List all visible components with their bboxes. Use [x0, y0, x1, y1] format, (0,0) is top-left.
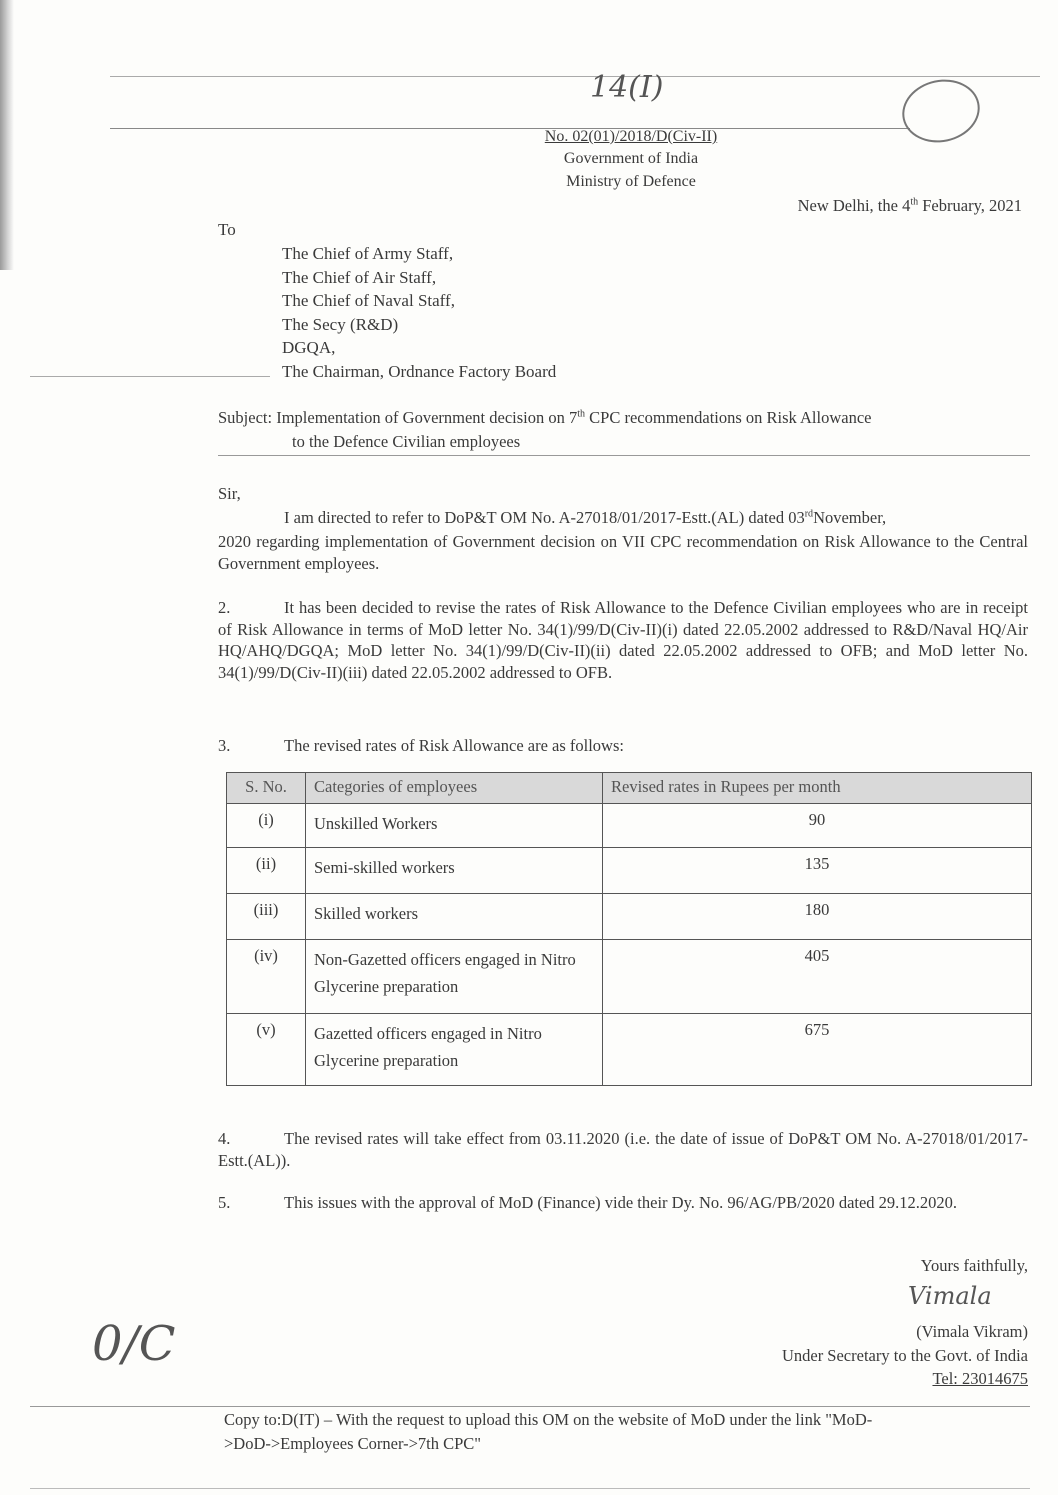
row-sno: (iii)	[227, 894, 306, 940]
date-sup: th	[910, 196, 919, 208]
subject	[218, 408, 871, 428]
para1-line1a: I am directed to refer to DoP&T OM No. A-27018/01/2017-Estt.(AL) dated 03	[284, 508, 805, 527]
para5-text: This issues with the approval of MoD (Finance) vide their Dy. No. 96/AG/PB/2020 dated 29.12.2020.	[284, 1193, 958, 1212]
para1-line1b: November,	[813, 508, 887, 527]
salutation: Sir,	[218, 484, 241, 503]
table-header-row	[227, 773, 1032, 804]
top-rule	[110, 76, 1040, 77]
header-rate: Revised rates in Rupees per month	[603, 773, 1032, 804]
to-label: To	[218, 220, 236, 239]
row-sno: (v)	[227, 1014, 306, 1086]
para2	[218, 597, 1028, 683]
header-sno: S. No.	[227, 773, 306, 804]
para5	[218, 1192, 1028, 1214]
row-sno: (i)	[227, 804, 306, 848]
handwritten-top-mark: 14(I)	[590, 70, 664, 105]
addressee-line: The Chief of Army Staff,	[282, 244, 454, 263]
para4-number: 4.	[218, 1129, 231, 1148]
para4-text: The revised rates will take effect from 03.11.2020 (i.e. the date of issue of DoP&T OM No. A-27018/01/2017-Estt.(AL)).	[218, 1129, 1028, 1170]
addressee-line: The Chairman, Ordnance Factory Board	[282, 361, 557, 381]
signatory-tel: Tel: 23014675	[932, 1369, 1028, 1388]
row-category: Non-Gazetted officers engaged in Nitro Glycerine preparation	[306, 940, 603, 1014]
para3	[218, 736, 624, 756]
subject-line2: to the Defence Civilian employees	[292, 432, 521, 451]
addressee-line: DGQA,	[282, 338, 336, 357]
para4	[218, 1128, 1028, 1172]
ministry-name: Ministry of Defence	[566, 173, 696, 190]
row-sno: (iv)	[227, 940, 306, 1014]
bottom-rule	[30, 1488, 1030, 1489]
row-category: Unskilled Workers	[306, 804, 603, 848]
row-rate: 135	[603, 848, 1032, 894]
subject-rule	[218, 455, 1030, 456]
subject-sup: th	[577, 408, 586, 420]
para1-line1	[284, 508, 886, 528]
handwritten-margin-mark: 0/C	[92, 1316, 176, 1372]
row-category: Gazetted officers engaged in Nitro Glycerine preparation	[306, 1014, 603, 1086]
addressee-line: The Secy (R&D)	[282, 314, 399, 334]
table-row	[227, 1014, 1032, 1086]
date-prefix: New Delhi, the 4	[797, 196, 911, 215]
para3-text: The revised rates of Risk Allowance are as follows:	[284, 736, 624, 755]
issue-date	[798, 196, 1022, 216]
date-suffix: February, 2021	[922, 196, 1022, 215]
scan-shadow	[0, 0, 14, 270]
signatory-name: (Vimala Vikram)	[916, 1322, 1028, 1341]
para2-text: It has been decided to revise the rates of Risk Allowance to the Defence Civilian employees who are in receipt of Risk Allowance in terms of MoD letter No. 34(1)/99/D(Civ-II)(i) dated 22.05.2002 addressed to R&D/Naval HQ/Air HQ/AHQ/DGQA; MoD letter No. 34(1)/99/D(Civ-II)(ii) dated 22.05.2002 addressed to OFB; and MoD letter No. 34(1)/99/D(Civ-II)(iii) dated 22.05.2002 addressed to OFB.	[218, 598, 1028, 682]
header-category: Categories of employees	[306, 773, 603, 804]
subject-line1a: Implementation of Government decision on 7	[276, 408, 578, 427]
row-sno: (ii)	[227, 848, 306, 894]
row-category: Semi-skilled workers	[306, 848, 603, 894]
file-number: No. 02(01)/2018/D(Civ-II)	[544, 128, 718, 145]
addressee-rule	[30, 376, 270, 377]
addressee-line: The Chief of Air Staff,	[282, 267, 437, 287]
row-category: Skilled workers	[306, 894, 603, 940]
table-row	[227, 804, 1032, 848]
table-row	[227, 940, 1032, 1014]
subject-label: Subject:	[218, 408, 273, 427]
signatory-designation: Under Secretary to the Govt. of India	[781, 1346, 1028, 1365]
subject-line1b: CPC recommendations on Risk Allowance	[585, 408, 872, 427]
para1-rest: 2020 regarding implementation of Government decision on VII CPC recommendation on Risk Allowance to the Central Government employees.	[218, 532, 1028, 573]
para5-number: 5.	[218, 1193, 231, 1212]
copy-rule	[30, 1406, 1030, 1407]
government-name: Government of India	[563, 150, 699, 167]
risk-allowance-table	[226, 772, 1032, 1086]
row-rate: 405	[603, 940, 1032, 1014]
copy-to-line1: Copy to:D(IT) – With the request to upload this OM on the website of MoD under the link "MoD-	[224, 1410, 873, 1429]
para3-number: 3.	[218, 736, 231, 755]
row-rate: 180	[603, 894, 1032, 940]
handwritten-signature: Vimala	[908, 1282, 992, 1310]
copy-to-line2: >DoD->Employees Corner->7th CPC"	[224, 1434, 482, 1453]
closing: Yours faithfully,	[920, 1256, 1028, 1275]
table-row	[227, 894, 1032, 940]
para2-number: 2.	[218, 598, 231, 617]
addressee-line: The Chief of Naval Staff,	[282, 291, 455, 310]
table-row	[227, 848, 1032, 894]
para1-sup: rd	[804, 508, 814, 520]
addressee-list	[282, 244, 556, 385]
row-rate: 90	[603, 804, 1032, 848]
row-rate: 675	[603, 1014, 1032, 1086]
